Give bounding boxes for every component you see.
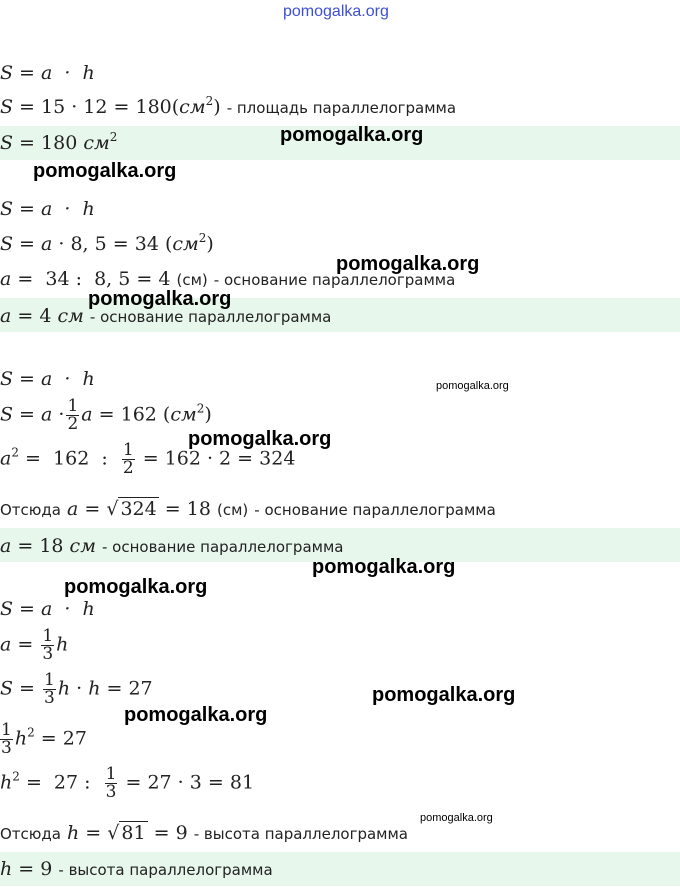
watermark: pomogalka.org: [188, 428, 332, 450]
p4-result: Отсюда h = √ 81 = 9 - высота параллелограмма: [0, 822, 409, 844]
p4-result-note: - высота параллелограмма: [193, 825, 409, 843]
p4-result-prefix: Отсюда: [0, 825, 61, 843]
p4-formula: S = a · h: [0, 598, 95, 620]
p2-formula: S = a · h: [0, 198, 95, 220]
p3-result: Отсюда a = √ 324 = 18 (см) - основание параллелограмма: [0, 498, 496, 520]
watermark: pomogalka.org: [64, 576, 208, 598]
p2-answer-note: - основание параллелограмма: [89, 308, 332, 326]
p2-answer: a = 4 см - основание параллелограмма: [0, 305, 332, 327]
p1-calc: $S = 15 \cdot 12 = 180(см^2)$ - площадь параллелограмма: [0, 94, 457, 118]
p3-result-note: - основание параллелограмма: [254, 501, 496, 519]
p2-step-note: - основание параллелограмма: [213, 271, 456, 289]
p1-calc-note: - площадь параллелограмма: [226, 99, 457, 117]
p2-calc: S = a · 8, 5 = 34 $(см^2)$: [0, 231, 214, 255]
p4-relation: a = $\frac{1}{3}$ h: [0, 626, 69, 664]
watermark: pomogalka.org: [124, 704, 268, 726]
p4-step: $h^2 = 27$ : $\frac{1}{3}$ = 27 · 3 = 81: [0, 764, 255, 802]
p1-formula: S = a · h: [0, 62, 95, 84]
p4-eq: $\frac{1}{3}$ $h^2 = 27$: [1, 720, 87, 758]
p3-result-unit: (см): [216, 501, 249, 519]
watermark: pomogalka.org: [372, 684, 516, 706]
watermark: pomogalka.org: [336, 253, 480, 275]
watermark: pomogalka.org: [280, 124, 424, 146]
p3-answer: a = 18 см - основание параллелограмма: [0, 535, 344, 557]
watermark: pomogalka.org: [88, 288, 232, 310]
p3-answer-note: - основание параллелограмма: [102, 538, 344, 556]
p4-calc: S = $\frac{1}{3}$ h · h = 27: [0, 670, 153, 708]
p3-result-prefix: Отсюда: [0, 501, 61, 519]
p2-step: a = 34 : 8, 5 = 4 (см) - основание параллелограмма: [0, 268, 456, 290]
p1-answer: S = 180 $см^2$: [0, 130, 118, 154]
watermark-small: pomogalka.org: [420, 812, 493, 824]
watermark: pomogalka.org: [33, 160, 177, 182]
watermark: pomogalka.org: [312, 556, 456, 578]
p3-calc: S = a · $\frac{1}{2}$ a = 162 $(см^2)$: [0, 396, 212, 434]
p4-answer-note: - высота параллелограмма: [58, 861, 273, 879]
p2-step-unit: (см): [176, 271, 208, 289]
watermark-top: pomogalka.org: [283, 3, 389, 20]
p3-formula: S = a · h: [0, 368, 95, 390]
p4-answer: h = 9 - высота параллелограмма: [0, 858, 273, 880]
watermark-small: pomogalka.org: [436, 380, 509, 392]
p3-step: $a^2 = 162$ : $\frac{1}{2}$ = 162 · 2 = 324: [0, 440, 296, 478]
